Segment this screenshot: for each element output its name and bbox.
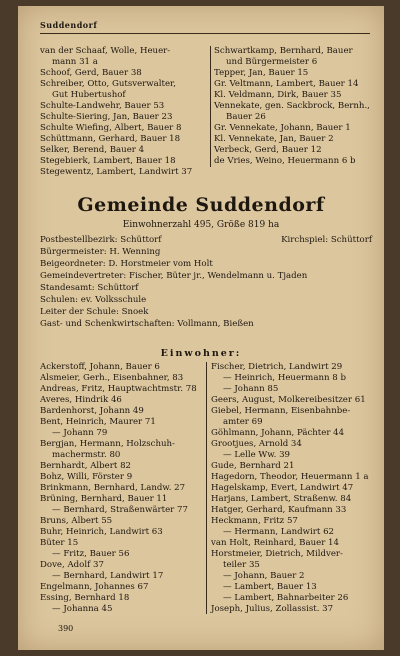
directory-entry: Hatger, Gerhard, Kaufmann 33 xyxy=(211,505,347,515)
directory-entry: Hagelskamp, Evert, Landwirt 47 xyxy=(211,483,354,493)
directory-entry: Andreas, Fritz, Hauptwachtmstr. 78 xyxy=(40,384,197,394)
residents-right-column xyxy=(206,362,379,614)
directory-entry: — Fritz, Bauer 56 xyxy=(52,549,130,559)
directory-entry: Kl. Veldmann, Dirk, Bauer 35 xyxy=(214,90,342,100)
info-text: Standesamt: Schüttorf xyxy=(40,283,139,293)
directory-entry: Gut Hubertushof xyxy=(52,90,126,100)
directory-entry: Gude, Bernhard 21 xyxy=(211,461,295,471)
directory-entry: Harjans, Lambert, Straßenw. 84 xyxy=(211,494,352,504)
info-line xyxy=(40,306,372,318)
municipality-title: Gemeinde Suddendorf xyxy=(77,194,325,216)
info-text-right: Kirchspiel: Schüttorf xyxy=(281,235,372,245)
directory-entry: Alsmeier, Gerh., Eisenbahner, 83 xyxy=(40,373,184,383)
directory-entry: van der Schaaf, Wolle, Heuer- xyxy=(40,46,171,56)
directory-entry: Gr. Vennekate, Johann, Bauer 1 xyxy=(214,123,351,133)
running-head: Suddendorf xyxy=(40,20,370,34)
info-line xyxy=(40,246,372,258)
directory-entry: Schwartkamp, Bernhard, Bauer xyxy=(214,46,353,56)
top-right-column xyxy=(210,46,374,167)
info-line xyxy=(40,294,372,306)
directory-entry: Ackerstoff, Johann, Bauer 6 xyxy=(40,362,160,372)
directory-entry: Schulte-Landwehr, Bauer 53 xyxy=(40,101,165,111)
info-line xyxy=(40,318,372,330)
directory-entry: — Hermann, Landwirt 62 xyxy=(223,527,335,537)
directory-entry: Buhr, Heinrich, Landwirt 63 xyxy=(40,527,163,537)
directory-entry: Stegebierk, Lambert, Bauer 18 xyxy=(40,156,176,166)
directory-entry: — Heinrich, Heuermann 8 b xyxy=(223,373,346,383)
info-line xyxy=(40,270,372,282)
directory-entry: Kl. Vennekate, Jan, Bauer 2 xyxy=(214,134,334,144)
directory-entry: Büter 15 xyxy=(40,538,79,548)
directory-entry: Grootjues, Arnold 34 xyxy=(211,439,302,449)
directory-entry: Geers, August, Molkereibesitzer 61 xyxy=(211,395,366,405)
info-text: Beigeordneter: D. Horstmeier vom Holt xyxy=(40,259,213,269)
directory-entry: Hagedorn, Theodor, Heuermann 1 a xyxy=(211,472,369,482)
directory-entry: Schüttmann, Gerhard, Bauer 18 xyxy=(40,134,181,144)
directory-entry: — Johann 79 xyxy=(52,428,108,438)
directory-entry: Averes, Hindrik 46 xyxy=(40,395,122,405)
directory-entry: Schulte-Siering, Jan, Bauer 23 xyxy=(40,112,173,122)
directory-entry: — Lambert, Bauer 13 xyxy=(223,582,317,592)
municipality-info xyxy=(40,234,372,330)
info-text: Leiter der Schule: Snoek xyxy=(40,307,149,317)
residents-heading: Einwohner: xyxy=(160,348,242,359)
info-line xyxy=(40,282,372,294)
directory-entry: Engelmann, Johannes 67 xyxy=(40,582,149,592)
info-line xyxy=(40,234,372,246)
directory-entry: — Bernhard, Straßenwärter 77 xyxy=(52,505,188,515)
directory-entry: Tepper, Jan, Bauer 15 xyxy=(214,68,309,78)
directory-entry: Schulte Wiefing, Albert, Bauer 8 xyxy=(40,123,182,133)
directory-entry: amter 69 xyxy=(223,417,263,427)
info-text: Gast- und Schenkwirtschaften: Vollmann, Bießen xyxy=(40,319,254,329)
directory-entry: mann 31 a xyxy=(52,57,98,67)
directory-entry: Giebel, Hermann, Eisenbahnbe- xyxy=(211,406,351,416)
directory-entry: — Johann 85 xyxy=(223,384,279,394)
directory-entry: Gr. Veltmann, Lambert, Bauer 14 xyxy=(214,79,359,89)
book-page xyxy=(18,6,384,650)
directory-entry: Fischer, Dietrich, Landwirt 29 xyxy=(211,362,343,372)
info-text: Bürgermeister: H. Wenning xyxy=(40,247,161,257)
info-text: Schulen: ev. Volksschule xyxy=(40,295,147,305)
directory-entry: Brüning, Bernhard, Bauer 11 xyxy=(40,494,168,504)
directory-entry: — Johanna 45 xyxy=(52,604,113,614)
directory-entry: Bent, Heinrich, Maurer 71 xyxy=(40,417,156,427)
directory-entry: van Holt, Reinhard, Bauer 14 xyxy=(211,538,339,548)
directory-entry: Bergjan, Hermann, Holzschuh- xyxy=(40,439,175,449)
directory-entry: Horstmeier, Dietrich, Mildver- xyxy=(211,549,343,559)
directory-entry: Schoof, Gerd, Bauer 38 xyxy=(40,68,142,78)
municipality-subtitle: Einwohnerzahl 495, Größe 819 ha xyxy=(122,220,280,230)
directory-entry: Bruns, Albert 55 xyxy=(40,516,113,526)
residents-left-column xyxy=(40,362,202,615)
directory-entry: Heckmann, Fritz 57 xyxy=(211,516,298,526)
directory-entry: teiler 35 xyxy=(223,560,260,570)
top-left-column xyxy=(40,46,203,178)
directory-entry: Stegewentz, Lambert, Landwirt 37 xyxy=(40,167,193,177)
page-number: 390 xyxy=(58,624,74,633)
directory-entry: Verbeck, Gerd, Bauer 12 xyxy=(214,145,322,155)
directory-entry: Vennekate, gen. Sackbrock, Bernh., xyxy=(214,101,370,111)
directory-entry: Dove, Adolf 37 xyxy=(40,560,104,570)
info-text: Gemeindevertreter: Fischer, Büter jr., Wendelmann u. Tjaden xyxy=(40,271,308,281)
directory-entry: Bernhardt, Albert 82 xyxy=(40,461,131,471)
directory-entry: — Johann, Bauer 2 xyxy=(223,571,305,581)
info-line xyxy=(40,258,372,270)
directory-entry: Göhlmann, Johann, Pächter 44 xyxy=(211,428,345,438)
directory-entry: machermstr. 80 xyxy=(52,450,121,460)
directory-entry: — Lelle Ww. 39 xyxy=(223,450,290,460)
directory-entry: de Vries, Weino, Heuermann 6 b xyxy=(214,156,356,166)
directory-entry: Essing, Bernhard 18 xyxy=(40,593,130,603)
directory-entry: Brinkmann, Bernhard, Landw. 27 xyxy=(40,483,186,493)
directory-entry: Bardenhorst, Johann 49 xyxy=(40,406,144,416)
directory-entry: Bauer 26 xyxy=(226,112,266,122)
directory-entry: Joseph, Julius, Zollassist. 37 xyxy=(211,604,334,614)
info-text: Postbestellbezirk: Schüttorf xyxy=(40,235,162,245)
directory-entry: Bohz, Willi, Förster 9 xyxy=(40,472,133,482)
directory-entry: Selker, Berend, Bauer 4 xyxy=(40,145,145,155)
directory-entry: — Lambert, Bahnarbeiter 26 xyxy=(223,593,349,603)
directory-entry: und Bürgermeister 6 xyxy=(226,57,318,67)
directory-entry: Schreiber, Otto, Gutsverwalter, xyxy=(40,79,176,89)
directory-entry: — Bernhard, Landwirt 17 xyxy=(52,571,164,581)
